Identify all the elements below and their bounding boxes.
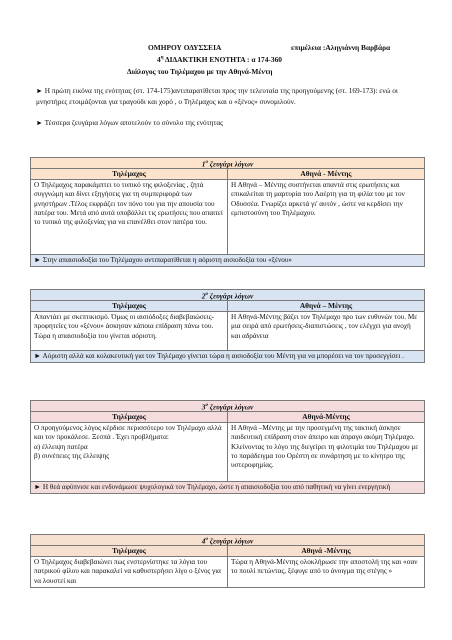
pair-2-title: $2^o$ ζευγάρι λόγων — [31, 290, 424, 301]
pair-2-right-text: Η Αθηνά-Μέντης βάζει τον Τηλέμαχο προ των ευθυνών του. Με μια σειρά από ερωτήσεις-διαπιστώσεις , τον ελέγχει για ανοχή και αδράνεια — [231, 313, 418, 340]
bullet-arrow-icon: ► — [34, 256, 42, 264]
pair-1-right-heading: Αθηνά - Μέντης — [300, 169, 352, 178]
pair-4-right-text: Τώρα η Αθηνά-Μέντης ολοκλήρωσε την αποστολή της και «σαν το πουλί πετώντας, ξέφυγε από το άνοιγμα της στέγης » — [231, 558, 418, 576]
bullet-arrow-icon: ► — [34, 352, 42, 360]
pair-4-title: $4^o$ ζευγάρι λόγων — [31, 535, 424, 546]
pair-2-right-heading: Αθηνά – Μέντης — [299, 301, 353, 310]
intro-paragraph-2: ► Τέσσερα ζευγάρια λόγων αποτελούν το σύνολο της ενότητας — [36, 118, 224, 127]
pair-1-table — [30, 157, 425, 267]
document-title: ΟΜΗΡΟΥ ΟΔΥΣΣΕΙΑ — [148, 43, 222, 52]
pair-2-conclusion: ► Αόριστη αλλά και κολακευτική για τον Τηλέμαχο γίνεται τώρα η αισιοδοξία του Μέντη για να μπορέσει να τον προσεγγίσει . — [31, 350, 424, 362]
pair-3-right-text: Η Αθηνά –Μέντης με την προσεγμένη της τακτική άσκησε παιδευτική επίδραση στον άπειρο και άπραγο ακόμη Τηλέμαχο. Κλείνοντας το λόγο της διεγείρει τη φιλοτιμία του Τηλέμαχου με το παράδειγμα του Ορέστη σε συνάρτηση με το κίνητρο της υστεροφημίας. — [231, 424, 419, 470]
pair-3-table — [30, 400, 425, 494]
editor-credit: επιμέλεια :Αληγιάννη Βαρβάρα — [291, 43, 391, 52]
pair-2-left-heading: Τηλέμαχος — [31, 301, 228, 311]
pair-3-title: $3^o$ ζευγάρι λόγων — [31, 401, 424, 412]
pair-1-left-text: Ο Τηλέμαχος παρακάμπτει το τυπικό της φιλοξενίας , ζητά συγγνώμη και δίνει εξηγήσεις για τη συμπεριφορά των μνηστήρων .Τέλος εκφράζει τον πόνο του για την απουσία του πατέρα του. Μετά από αυτά υποβάλλει τις ερωτήσεις που απαιτεί το τυπικό της φιλοξενίας για να επανέλθει στον πατέρα του. — [31, 180, 228, 254]
pair-1-left-heading: Τηλέμαχος — [31, 169, 228, 179]
pair-2-left-text: Απαντάει με σκεπτικισμό. Όμως οι αισιόδοξες διαβεβαιώσεις-προφητείες του «ξένου» άσκησαν κάποια επίδραση πάνω του. Τώρα η απαισιοδοξία του γίνεται αόριστη. — [31, 312, 228, 350]
pair-1-conclusion: ► Στην απαισιοδοξία του Τηλέμαχου αντιπαρατίθεται η αόριστη αισιοδοξία του «ξένου» — [31, 254, 424, 266]
bullet-arrow-icon: ► — [34, 483, 42, 491]
bullet-arrow-icon: ► — [36, 87, 43, 95]
unit-subtitle: Διάλογος του Τηλέμαχου με την Αθηνά-Μέντη — [127, 67, 273, 76]
pair-4-left-heading: Τηλέμαχος — [31, 546, 228, 556]
pair-1-title: $1^o$ ζευγάρι λόγων — [31, 158, 424, 169]
pair-4-table — [30, 534, 425, 588]
pair-2-table — [30, 289, 425, 363]
intro-paragraph-1: ► Η πρώτη εικόνα της ενότητας (στ. 174-175)αντιπαρατίθεται προς την τελευταία της προηγούμενης (στ. 169-173): ενώ οι μνηστήρες ετοιμάζονται για τραγούδι και χορό , ο Τηλέμαχος και ο «ξένος» συνομιλούν. — [36, 86, 398, 106]
pair-3-conclusion: ► Η θεά αφύπνισε και ενδυνάμωσε ψυχολογικά τον Τηλέμαχο, ώστε η απαισιοδοξία του από παθητική να γίνει ενεργητική — [31, 481, 424, 493]
pair-1-right-text: Η Αθηνά – Μέντης συστήνεται απαντά στις ερωτήσεις και επικαλείται τη μαρτυρία του Λαέρτη για τη φιλία του με τον Οδυσσέα. Γνωρίζει αρκετά γι' αυτόν , ώστε να κερδίσει την εμπιστοσύνη του Τηλέμαχου. — [231, 181, 405, 217]
pair-3-left-heading: Τηλέμαχος — [31, 412, 228, 422]
pair-4-right-heading: Αθηνά -Μέντης — [301, 546, 351, 555]
unit-heading: $4^\eta$ ΔΙΔΑΚΤΙΚΗ ΕΝΟΤΗΤΑ : α 174-360 — [157, 55, 282, 64]
bullet-arrow-icon: ► — [36, 119, 43, 127]
pair-3-left-text: Ο προηγούμενος λόγος κέρδισε περισσότερο τον Τηλέμαχο αλλά και τον προκάλεσε. Ξεσπά . Έχει προβλήματα: α) έλλειψη πατέρα β) συνέπειες της έλλειψης — [31, 423, 228, 481]
pair-3-right-heading: Αθηνά-Μέντης — [302, 412, 350, 421]
pair-4-left-text: Ο Τηλέμαχος διαβεβαιώνει πως ενστερνίστηκε τα λόγια του πατρικού φίλου και παρακαλεί να καθυστερήσει λίγο ο ξένος για να λουστεί και — [31, 557, 228, 587]
